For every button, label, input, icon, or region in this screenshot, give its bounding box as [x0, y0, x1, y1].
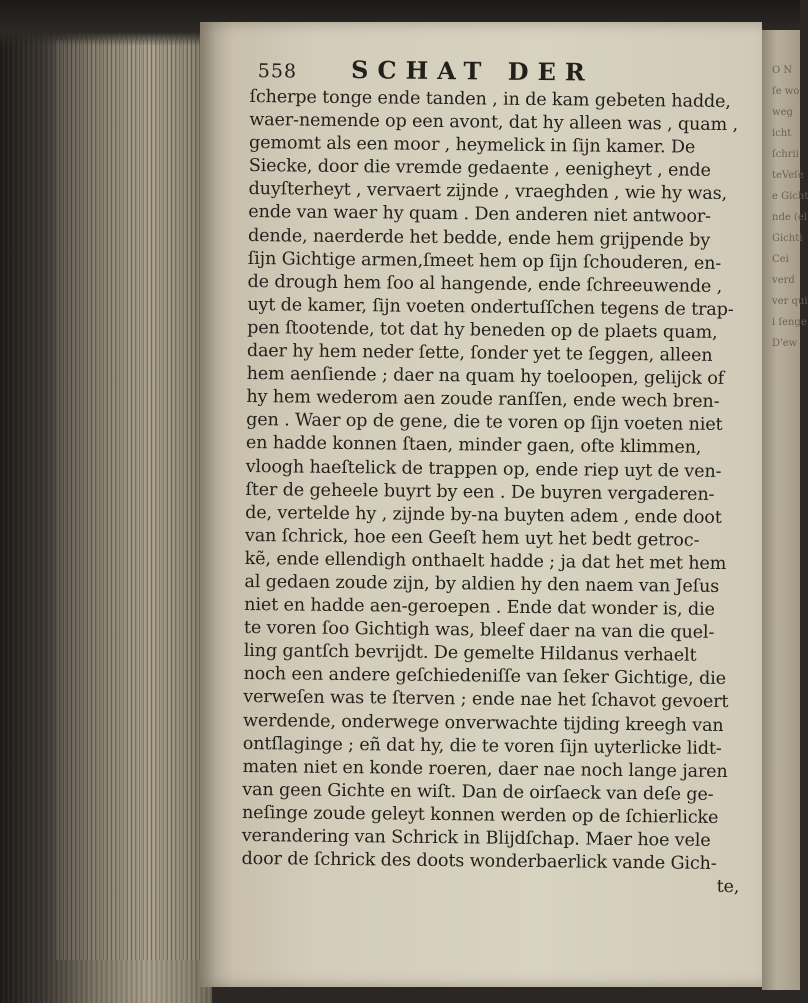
text-line: gen . Waer op de gene, die te voren op ſijn voeten niet: [246, 410, 723, 436]
page-number: 558: [257, 60, 298, 83]
text-line: gemomt als een moor , heymelick in ſijn kamer. De: [248, 133, 696, 158]
facing-fragment: verd: [772, 275, 795, 286]
text-line: vloogh haeſtelick de trappen op, ende riep uyt de ven-: [245, 456, 722, 482]
text-line: van geen Gichte en wiſt. Dan de oirſaeck van deſe ge-: [242, 779, 714, 805]
text-line: noch een andere geſchiedeniſſe van ſeker Gichtige, die: [243, 664, 726, 690]
text-line: ontſlaginge ; eñ dat hy, die te voren ſijn uyterlicke lidt-: [242, 733, 722, 759]
facing-fragment: ſchrii: [772, 149, 799, 160]
text-line: neſinge zoude geleyt konnen werden op de ſchierlicke: [241, 802, 719, 828]
facing-fragment: i ſenge: [772, 317, 807, 328]
running-head: SCHAT DER: [350, 55, 594, 87]
facing-fragment: teVeſe: [772, 170, 804, 181]
text-line: duyſterheyt , vervaert zijnde , vraeghden , wie hy was,: [248, 179, 728, 205]
text-line: ling gantſch bevrijdt. De gemelte Hildanus verhaelt: [243, 641, 697, 666]
text-line: daer hy hem neder ſette, ſonder yet te ſeggen, alleen: [246, 341, 713, 366]
text-line: pen ſtootende, tot dat hy beneden op de plaets quam,: [247, 317, 718, 343]
text-line: ende van waer hy quam . Den anderen niet antwoor-: [248, 202, 712, 228]
text-line: hy hem wederom aen zoude ranſſen, ende wech bren-: [246, 387, 720, 413]
facing-fragment: e Gicht: [772, 191, 808, 202]
text-line: maten niet en konde roeren, daer nae noch lange jaren: [242, 756, 728, 782]
text-line: waer-nemende op een avont, dat hy alleen was , quam ,: [249, 110, 739, 136]
stacked-page-edges: [0, 0, 212, 1003]
text-line: kẽ, ende ellendigh onthaelt hadde ; ja dat het met hem: [244, 548, 727, 574]
text-line: niet en hadde aen-geroepen . Ende dat wonder is, die: [244, 595, 715, 620]
text-line: de drough hem ſoo al hangende, ende ſchreeuwende ,: [247, 271, 723, 297]
facing-fragment: nde (el: [772, 212, 807, 223]
text-line: werdende, onderwege onverwachte tijding kreegh van: [242, 710, 724, 736]
text-line: te voren ſoo Gichtigh was, bleef daer na van die quel-: [243, 618, 715, 644]
text-line: ſijn Gichtige armen,ſmeet hem op ſijn ſchouderen, en-: [247, 248, 722, 274]
text-line: de, vertelde hy , zijnde by-na buyten adem , ende doot: [245, 502, 722, 528]
text-line: hem aenſiende ; daer na quam hy toeloopen, gelijck of: [246, 364, 725, 390]
text-line: ſter de geheele buyrt by een . De buyren vergaderen-: [245, 479, 715, 505]
text-line: verandering van Schrick in Blijdſchap. Maer hoe vele: [241, 825, 711, 851]
facing-fragment: Gichti: [772, 233, 803, 244]
facing-fragment: icht: [772, 128, 792, 139]
catchword: te,: [716, 877, 740, 898]
text-line: uyt de kamer, ſijn voeten ondertuſſchen tegens de trap-: [247, 294, 734, 320]
page-header: [250, 54, 750, 91]
text-line: verweſen was te ſterven ; ende nae het ſchavot gevoert: [243, 687, 729, 713]
text-line: van ſchrick, hoe een Geeſt hem uyt het bedt getroc-: [244, 525, 700, 551]
facing-fragment: ſe wo: [772, 86, 800, 97]
facing-fragment: weg: [772, 107, 793, 118]
text-line: dende, naerderde het bedde, ende hem grijpende by: [247, 225, 711, 251]
facing-fragment: O N: [772, 65, 793, 76]
text-line: door de ſchrick des doots wonderbaerlick vande Gich-: [241, 849, 717, 875]
facing-fragment: Cei: [772, 254, 789, 265]
text-line: Siecke, door die vremde gedaente , eenigheyt , ende: [248, 156, 711, 182]
body-text: [241, 86, 749, 876]
page-text-block: [241, 54, 750, 899]
text-line: en hadde konnen ſtaen, minder gaen, ofte klimmen,: [245, 433, 702, 459]
facing-fragment: ver qui: [772, 296, 808, 307]
facing-page-text: [772, 60, 808, 400]
text-line: al gedaen zoude zijn, by aldien hy den naem van Jeſus: [244, 571, 720, 597]
text-line: ſcherpe tonge ende tanden , in de kam gebeten hadde,: [249, 86, 731, 113]
facing-fragment: D'ew: [772, 338, 798, 349]
